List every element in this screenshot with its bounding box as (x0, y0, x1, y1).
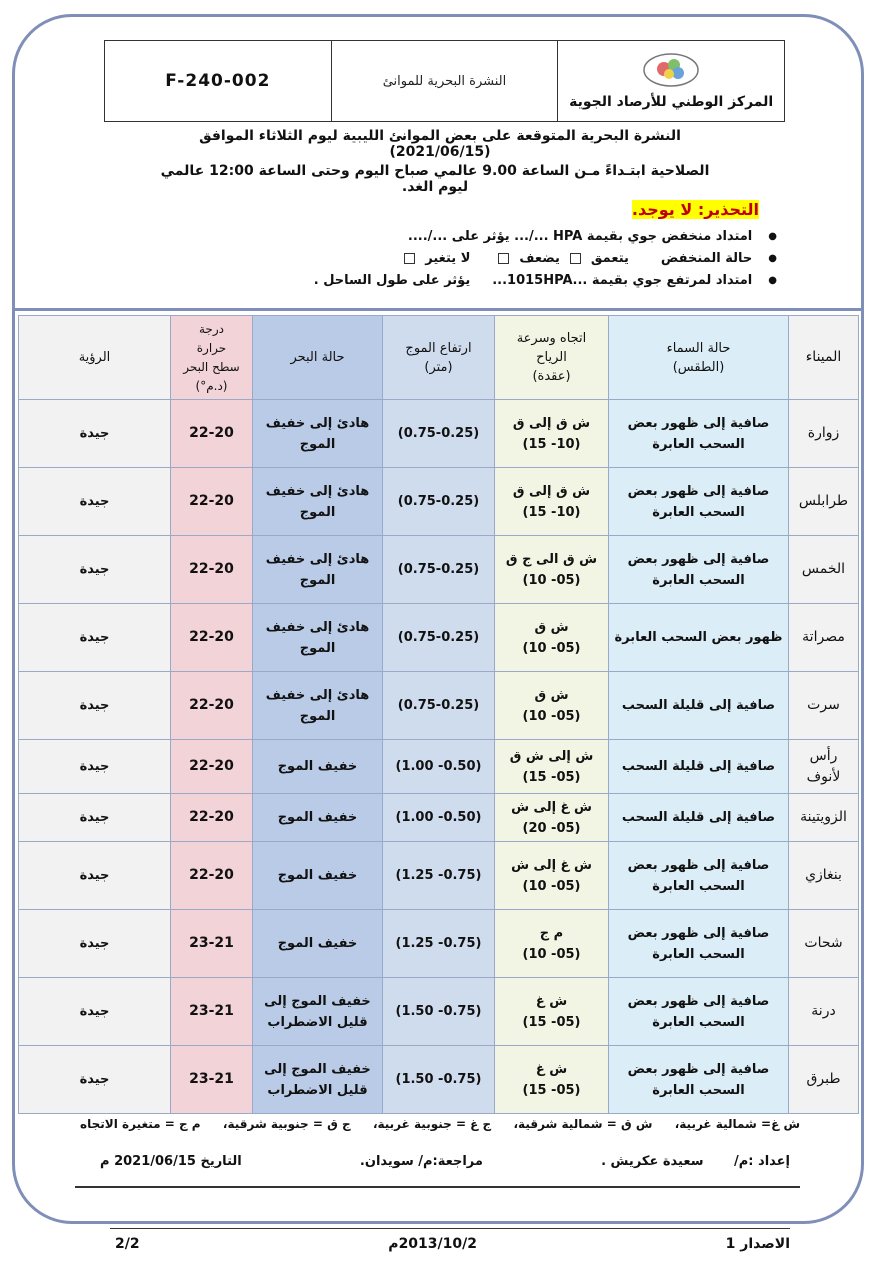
sky-cell-text: صافية إلى ظهور بعض (627, 925, 770, 941)
temp-cell (171, 672, 253, 740)
table-row (19, 536, 859, 604)
warning-value: لا يوجد. (631, 200, 693, 219)
visibility-cell-text: جيدة (79, 936, 110, 951)
sky-cell-text: صافية إلى ظهور بعض (627, 993, 770, 1009)
wind-cell-text: ش إلى ش ق (509, 748, 594, 764)
port-cell (789, 468, 859, 536)
unchanged-label: لا يتغير (425, 251, 471, 266)
temp-cell (171, 468, 253, 536)
sea-cell-text: هادئ إلى خفيف (265, 483, 370, 499)
wind-cell-text: (05- 10) (522, 946, 581, 962)
wave-cell (383, 1046, 495, 1114)
header-wind (495, 316, 609, 400)
footer-rule (75, 1186, 800, 1188)
port-cell (789, 1046, 859, 1114)
wind-cell-text: ش ق إلى ق (512, 415, 591, 431)
header-code-cell (105, 41, 331, 121)
wind-cell-text: ش غ (535, 1061, 568, 1077)
visibility-cell-text: جيدة (79, 426, 110, 441)
header-port: الميناء (789, 316, 859, 400)
wave-cell (383, 978, 495, 1046)
wind-cell-text: ش غ إلى ش (511, 799, 592, 815)
wind-cell (495, 794, 609, 842)
sky-cell (609, 468, 789, 536)
wave-cell-text: (0.50- 1.00) (395, 810, 482, 825)
wind-cell-text: ش ق إلى ق (512, 483, 591, 499)
port-cell (789, 604, 859, 672)
wind-cell-text: م ج (539, 925, 564, 941)
wind-cell-text: (05- 15) (522, 1014, 581, 1030)
visibility-cell-text: جيدة (79, 494, 110, 509)
sea-cell-text: هادئ إلى خفيف (265, 687, 370, 703)
preparation-line (100, 1154, 790, 1169)
bullet-dot-icon: ● (768, 275, 777, 286)
wind-cell (495, 468, 609, 536)
sky-cell (609, 978, 789, 1046)
sea-cell-text: هادئ إلى خفيف (265, 551, 370, 567)
validity-line: الصلاحية ابتـداءً مـن الساعة 9.00 عالمي صباح اليوم وحتى الساعة 12:00 عالمي ليوم الغد. (160, 163, 710, 195)
temp-cell (171, 794, 253, 842)
header-title-cell (331, 41, 558, 121)
bullet-dot-icon: ● (768, 231, 777, 242)
wind-cell-text: (05- 10) (522, 640, 581, 656)
header-sky-line: (الطقس) (672, 359, 725, 375)
port-cell (789, 978, 859, 1046)
document-footer (115, 1236, 790, 1252)
sky-cell (609, 400, 789, 468)
sea-cell-text: خفيف الموج (277, 936, 358, 951)
wind-cell (495, 604, 609, 672)
visibility-cell (19, 740, 171, 794)
sea-cell-text: قليل الاضطراب (267, 1082, 368, 1098)
wave-cell-text: (0.75-0.25) (397, 630, 480, 645)
header-sky-line: حالة السماء (666, 340, 731, 356)
warning-label: التحذير: (697, 200, 759, 219)
sea-cell-text: الموج (299, 708, 336, 724)
visibility-cell (19, 400, 171, 468)
wind-cell-text: (05- 10) (522, 878, 581, 894)
visibility-cell-text: جيدة (79, 1004, 110, 1019)
header-visibility: الرؤية (19, 316, 171, 400)
sky-cell (609, 604, 789, 672)
legend-var: م ج = متغيرة الاتجاه (80, 1117, 201, 1131)
sea-cell-text: الموج (299, 572, 336, 588)
port-cell-text: الزويتينة (800, 809, 847, 825)
temp-cell-text: 23-21 (189, 935, 234, 951)
header-wind-line: الرياح (536, 350, 567, 365)
sea-cell (253, 910, 383, 978)
wind-cell-text: (05- 15) (522, 769, 581, 785)
wave-cell-text: (0.75-0.25) (397, 562, 480, 577)
sky-cell-text: صافية إلى قليلة السحب (621, 698, 776, 713)
sky-cell (609, 1046, 789, 1114)
table-row (19, 604, 859, 672)
wind-cell-text: (05- 10) (522, 708, 581, 724)
sky-cell-text: صافية إلى ظهور بعض (627, 551, 770, 567)
wind-cell (495, 672, 609, 740)
temp-cell (171, 536, 253, 604)
sky-cell-text: صافية إلى قليلة السحب (621, 759, 776, 774)
table-row (19, 910, 859, 978)
table-row (19, 468, 859, 536)
sky-cell-text: السحب العابرة (652, 878, 745, 894)
wave-cell (383, 672, 495, 740)
sky-cell-text: صافية إلى قليلة السحب (621, 810, 776, 825)
sea-cell (253, 740, 383, 794)
wave-cell-text: (0.75-0.25) (397, 426, 480, 441)
bullet-low-state (400, 251, 777, 266)
sky-cell-text: السحب العابرة (652, 504, 745, 520)
table-row (19, 672, 859, 740)
visibility-cell (19, 604, 171, 672)
visibility-cell (19, 794, 171, 842)
wind-cell (495, 842, 609, 910)
port-cell-text: سرت (807, 697, 840, 713)
sky-cell-text: صافية إلى ظهور بعض (627, 857, 770, 873)
visibility-cell-text: جيدة (79, 759, 110, 774)
sea-cell (253, 400, 383, 468)
visibility-cell (19, 978, 171, 1046)
header-wave-line: (متر) (424, 359, 453, 375)
header-sky (609, 316, 789, 400)
sea-cell-text: خفيف الموج إلى (264, 1061, 371, 1077)
wave-cell (383, 536, 495, 604)
sky-cell-text: السحب العابرة (652, 1082, 745, 1098)
wind-cell (495, 536, 609, 604)
low-pressure-text: امتداد منخفض جوي بقيمة HPA .../... يؤثر على .../.... (407, 229, 753, 244)
sea-cell (253, 978, 383, 1046)
sky-cell-text: صافية إلى ظهور بعض (627, 483, 770, 499)
temp-cell-text: 22-20 (189, 493, 234, 509)
weakens-checkbox[interactable] (498, 253, 509, 264)
temp-cell-text: 22-20 (189, 561, 234, 577)
wind-cell (495, 910, 609, 978)
sea-cell-text: خفيف الموج (277, 810, 358, 825)
legend-sw: ج غ = جنوبية غربية، (372, 1117, 492, 1131)
wave-cell-text: (0.75- 1.50) (395, 1072, 482, 1087)
bullet-high (314, 273, 777, 288)
sky-cell (609, 536, 789, 604)
header-wind-line: (عقدة) (532, 369, 571, 384)
temp-cell-text: 22-20 (189, 629, 234, 645)
sky-cell (609, 672, 789, 740)
temp-cell-text: 23-21 (189, 1003, 234, 1019)
bulletin-name: النشرة البحرية للموانئ (382, 73, 507, 89)
sea-cell-text: هادئ إلى خفيف (265, 415, 370, 431)
wave-cell (383, 794, 495, 842)
high-pressure-effect: يؤثر على طول الساحل . (313, 273, 471, 288)
sea-cell-text: خفيف الموج (277, 759, 358, 774)
temp-cell (171, 604, 253, 672)
wave-cell-text: (0.75-0.25) (397, 698, 480, 713)
visibility-cell-text: جيدة (79, 630, 110, 645)
table-row (19, 400, 859, 468)
sea-cell-text: الموج (299, 436, 336, 452)
visibility-cell (19, 468, 171, 536)
visibility-cell-text: جيدة (79, 1072, 110, 1087)
temp-cell-text: 23-21 (189, 1071, 234, 1087)
port-cell-text: الخمس (801, 561, 846, 577)
bulletin-title: النشرة البحرية المتوقعة على بعض الموانئ الليبية ليوم الثلاثاء الموافق (2021/06/15) (199, 128, 681, 160)
header-temp-line: درجة (199, 321, 224, 336)
visibility-cell (19, 536, 171, 604)
temp-cell (171, 842, 253, 910)
wind-cell-text: ش ق (534, 619, 569, 635)
sky-cell (609, 910, 789, 978)
temp-cell-text: 22-20 (189, 425, 234, 441)
reviewed-by: مراجعة:م/ سويدان. (359, 1154, 483, 1169)
port-cell-text: شحات (804, 935, 843, 951)
sea-cell-text: الموج (299, 640, 336, 656)
wave-cell-text: (0.75- 1.25) (395, 868, 482, 883)
sky-cell (609, 842, 789, 910)
unchanged-checkbox[interactable] (404, 253, 415, 264)
header-wave-line: ارتفاع الموج (405, 340, 472, 356)
sea-cell (253, 604, 383, 672)
port-cell-text: طرابلس (798, 493, 849, 509)
temp-cell (171, 400, 253, 468)
port-cell (789, 794, 859, 842)
header-wave (383, 316, 495, 400)
wind-cell-text: ش غ إلى ش (511, 857, 592, 873)
sea-cell-text: خفيف الموج إلى (264, 993, 371, 1009)
document-code: F-240-002 (165, 71, 271, 91)
header-wind-line: اتجاه وسرعة (516, 331, 587, 346)
port-cell (789, 740, 859, 794)
temp-cell-text: 22-20 (189, 867, 234, 883)
deepens-checkbox[interactable] (570, 253, 581, 264)
sea-cell (253, 672, 383, 740)
table-row (19, 740, 859, 794)
port-cell-text: رأس لأنوف (806, 747, 841, 785)
port-cell-text: درنة (811, 1003, 836, 1019)
sky-cell (609, 740, 789, 794)
sky-cell-text: صافية إلى ظهور بعض (627, 415, 770, 431)
header-temp (171, 316, 253, 400)
sea-cell (253, 794, 383, 842)
temp-cell (171, 740, 253, 794)
temp-cell-text: 22-20 (189, 697, 234, 713)
temp-cell (171, 910, 253, 978)
port-cell (789, 842, 859, 910)
wave-cell (383, 400, 495, 468)
table-row (19, 978, 859, 1046)
wave-cell (383, 910, 495, 978)
sky-cell-text: السحب العابرة (652, 436, 745, 452)
wave-cell (383, 842, 495, 910)
abbreviation-legend (80, 1117, 800, 1131)
page-number: 2/2 (115, 1236, 140, 1252)
wave-cell-text: (0.75- 1.50) (395, 1004, 482, 1019)
forecast-table (18, 315, 859, 1114)
wave-cell-text: (0.75-0.25) (397, 494, 480, 509)
legend-nw: ش غ= شمالية غربية، (674, 1117, 800, 1131)
table-row (19, 842, 859, 910)
high-pressure-text: امتداد لمرتفع جوي بقيمة ...1015HPA... (492, 273, 753, 288)
table-row (19, 794, 859, 842)
legend-se: ج ق = جنوبية شرقية، (222, 1117, 351, 1131)
temp-cell (171, 1046, 253, 1114)
legend-ne: ش ق = شمالية شرقية، (513, 1117, 653, 1131)
port-cell (789, 400, 859, 468)
temp-cell (171, 978, 253, 1046)
sky-cell-text: السحب العابرة (652, 946, 745, 962)
bullet-low (408, 229, 777, 244)
warning-line (632, 200, 759, 219)
prepared-by (601, 1154, 790, 1169)
sea-cell-text: خفيف الموج (277, 868, 358, 883)
prepared-label: إعداد :م/ (734, 1154, 790, 1169)
visibility-cell (19, 672, 171, 740)
port-cell-text: مصراتة (802, 629, 845, 645)
wind-cell-text: (05- 20) (522, 820, 581, 836)
edition-label: الاصدار 1 (725, 1236, 790, 1252)
visibility-cell-text: جيدة (79, 698, 110, 713)
met-center-logo-icon (642, 52, 700, 88)
edition-date: 2013/10/2م (388, 1236, 477, 1252)
section-divider (15, 308, 861, 311)
sky-cell (609, 794, 789, 842)
wave-cell (383, 468, 495, 536)
wind-cell (495, 400, 609, 468)
prepared-name: سعيدة عكريش . (601, 1154, 704, 1169)
temp-cell-text: 22-20 (189, 809, 234, 825)
visibility-cell-text: جيدة (79, 868, 110, 883)
sea-cell (253, 1046, 383, 1114)
wind-cell (495, 740, 609, 794)
sky-cell-text: ظهور بعض السحب العابرة (614, 630, 783, 645)
footer-rule (110, 1228, 790, 1229)
port-cell-text: بنغازي (805, 867, 842, 883)
wind-cell-text: ش ق الى ج ق (505, 551, 598, 567)
low-state-label: حالة المنخفض (660, 251, 753, 266)
temp-cell-text: 22-20 (189, 758, 234, 774)
issue-date: التاريخ 2021/06/15 م (100, 1154, 242, 1169)
sea-cell-text: الموج (299, 504, 336, 520)
sky-cell-text: السحب العابرة (652, 572, 745, 588)
bullet-dot-icon: ● (768, 253, 777, 264)
weakens-label: يضعف (519, 251, 560, 266)
document-header (104, 40, 785, 122)
port-cell-text: طبرق (806, 1071, 841, 1087)
sea-cell (253, 536, 383, 604)
deepens-label: يتعمق (590, 251, 629, 266)
port-cell (789, 672, 859, 740)
wind-cell-text: (05- 10) (522, 572, 581, 588)
wave-cell (383, 740, 495, 794)
wind-cell-text: (05- 15) (522, 1082, 581, 1098)
wind-cell-text: ش غ (535, 993, 568, 1009)
wave-cell-text: (0.75- 1.25) (395, 936, 482, 951)
sea-cell-text: هادئ إلى خفيف (265, 619, 370, 635)
wind-cell-text: ش ق (534, 687, 569, 703)
visibility-cell-text: جيدة (79, 810, 110, 825)
table-header-row (19, 316, 859, 400)
center-name: المركز الوطني للأرصاد الجوية (569, 94, 774, 110)
sea-cell (253, 468, 383, 536)
wave-cell (383, 604, 495, 672)
header-temp-line: حرارة (196, 340, 227, 355)
visibility-cell (19, 1046, 171, 1114)
sky-cell-text: السحب العابرة (652, 1014, 745, 1030)
header-center-cell (557, 41, 784, 121)
port-cell (789, 910, 859, 978)
sea-cell-text: قليل الاضطراب (267, 1014, 368, 1030)
port-cell-text: زوارة (807, 425, 840, 441)
header-sea: حالة البحر (253, 316, 383, 400)
sky-cell-text: صافية إلى ظهور بعض (627, 1061, 770, 1077)
port-cell (789, 536, 859, 604)
wind-cell-text: (10- 15) (522, 504, 581, 520)
sea-cell (253, 842, 383, 910)
visibility-cell (19, 910, 171, 978)
wind-cell (495, 1046, 609, 1114)
wave-cell-text: (0.50- 1.00) (395, 759, 482, 774)
visibility-cell-text: جيدة (79, 562, 110, 577)
visibility-cell (19, 842, 171, 910)
header-temp-line: (د.م°) (195, 378, 228, 393)
wind-cell (495, 978, 609, 1046)
wind-cell-text: (10- 15) (522, 436, 581, 452)
table-row (19, 1046, 859, 1114)
header-temp-line: سطح البحر (183, 359, 240, 374)
